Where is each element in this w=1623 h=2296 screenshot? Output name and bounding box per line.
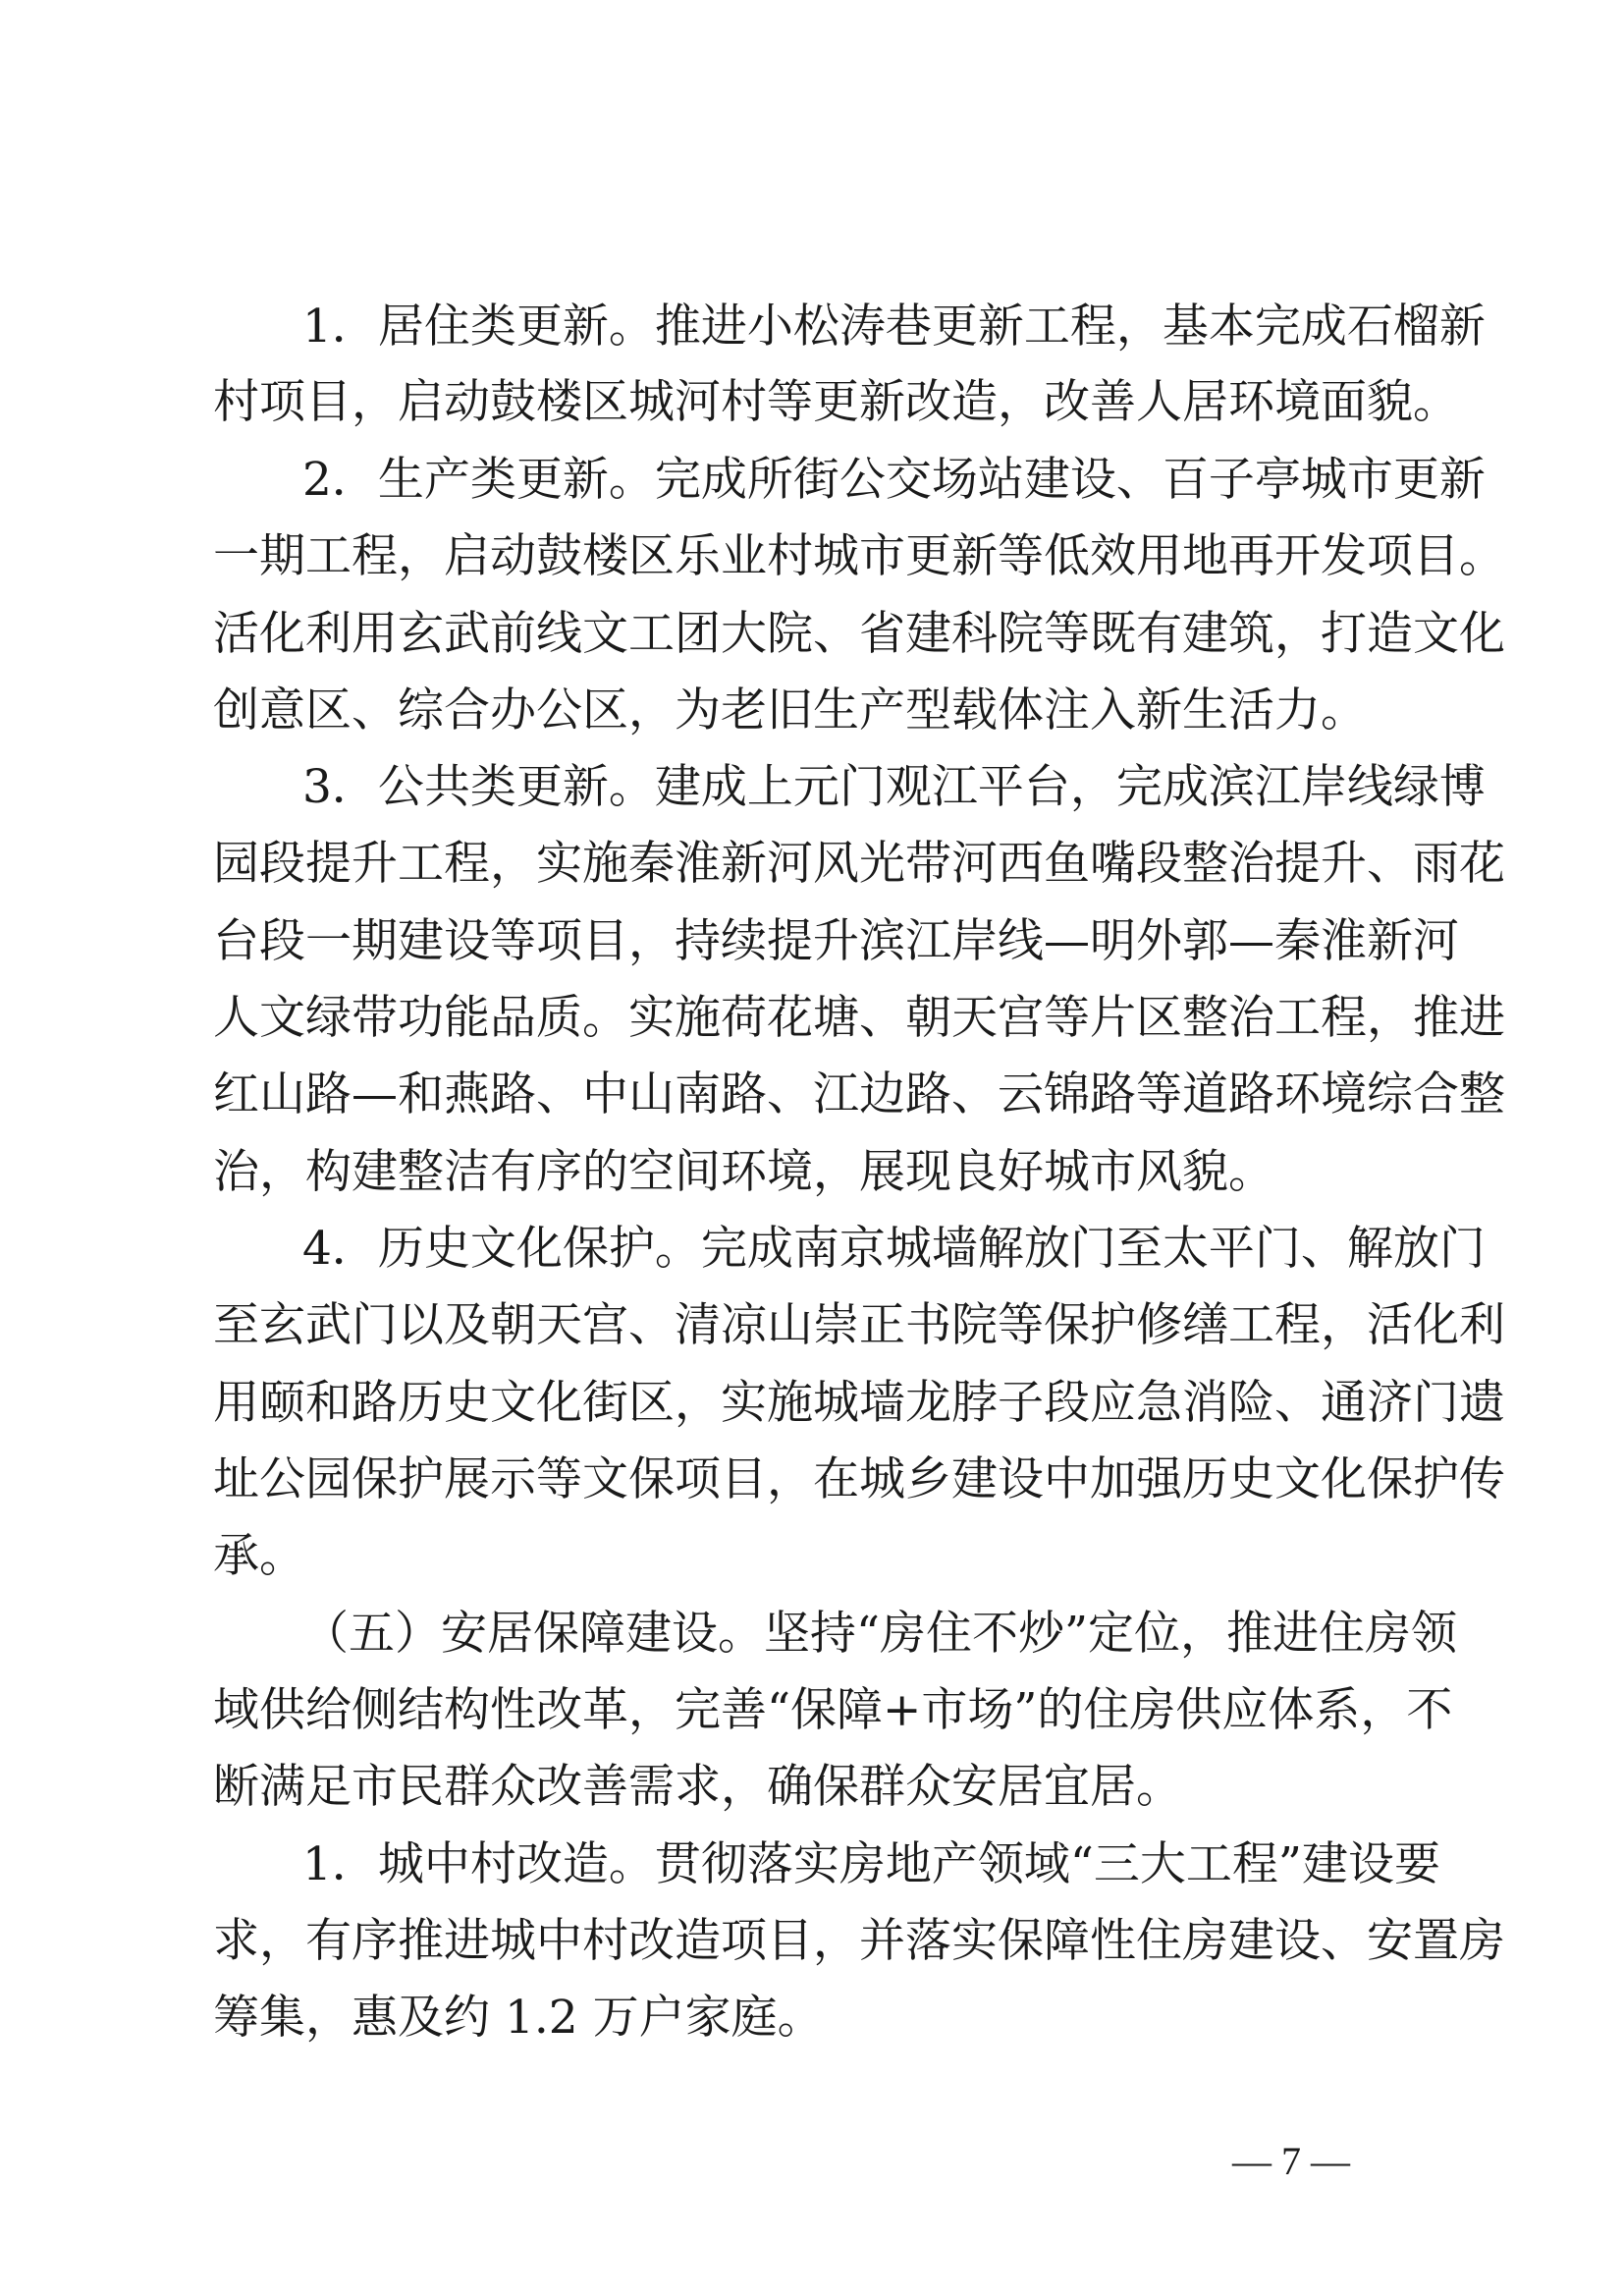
text-line: 4．历史文化保护。完成南京城墙解放门至太平门、解放门 [302,1222,1486,1276]
text-line: 红山路—和燕路、中山南路、江边路、云锦路等道路环境综合整 [213,1067,1505,1121]
text-line: （五）安居保障建设。坚持“房住不炒”定位，推进住房领 [302,1607,1458,1661]
text-line: 活化利用玄武前线文工团大院、省建科院等既有建筑，打造文化 [213,607,1505,661]
text-line: 求，有序推进城中村改造项目，并落实保障性住房建设、安置房 [213,1914,1505,1968]
text-line: 域供给侧结构性改革，完善“保障+市场”的住房供应体系，不 [213,1683,1453,1737]
text-line: 2．生产类更新。完成所街公交场站建设、百子亭城市更新 [302,453,1486,507]
text-line: 址公园保护展示等文保项目，在城乡建设中加强历史文化保护传 [213,1452,1505,1506]
page-number: — 7 — [1232,2139,1350,2183]
text-line: 村项目，启动鼓楼区城河村等更新改造，改善人居环境面貌。 [213,375,1459,429]
text-line: 3．公共类更新。建成上元门观江平台，完成滨江岸线绿博 [302,760,1486,814]
text-line: 人文绿带功能品质。实施荷花塘、朝天宫等片区整治工程，推进 [213,991,1505,1045]
text-line: 治，构建整洁有序的空间环境，展现良好城市风貌。 [213,1145,1274,1199]
text-line: 园段提升工程，实施秦淮新河风光带河西鱼嘴段整治提升、雨花 [213,837,1505,891]
text-line: 台段一期建设等项目，持续提升滨江岸线—明外郭—秦淮新河 [213,914,1459,968]
text-line: 筹集，惠及约 1.2 万户家庭。 [213,1991,824,2045]
text-line: 至玄武门以及朝天宫、清凉山崇正书院等保护修缮工程，活化利 [213,1298,1505,1352]
text-line: 1．城中村改造。贯彻落实房地产领域“三大工程”建设要 [302,1837,1440,1891]
text-line: 用颐和路历史文化街区，实施城墙龙脖子段应急消险、通济门遗 [213,1376,1505,1430]
text-line: 一期工程，启动鼓楼区乐业村城市更新等低效用地再开发项目。 [213,529,1505,583]
text-line: 创意区、综合办公区，为老旧生产型载体注入新生活力。 [213,683,1367,738]
text-line: 断满足市民群众改善需求，确保群众安居宜居。 [213,1760,1182,1814]
text-line: 1．居住类更新。推进小松涛巷更新工程，基本完成石榴新 [302,300,1486,354]
text-line: 承。 [213,1529,305,1583]
